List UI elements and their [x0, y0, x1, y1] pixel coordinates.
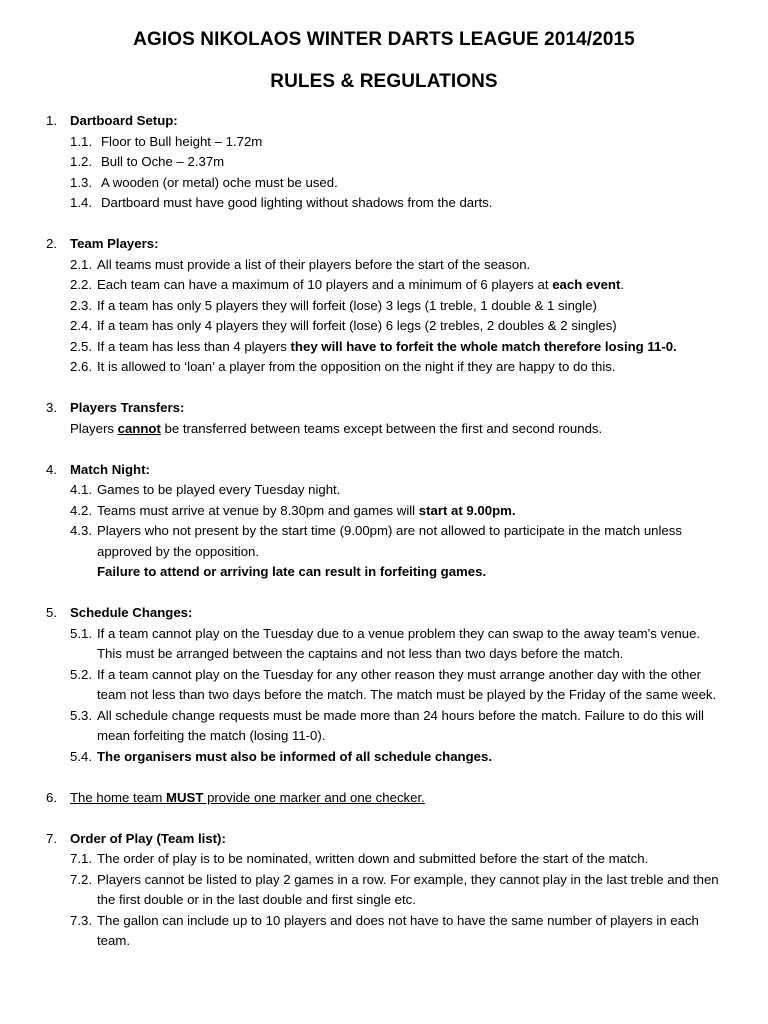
rule-item-text — [97, 296, 722, 317]
section-number: 1. — [46, 113, 57, 128]
rule-item-text — [101, 173, 726, 194]
rule-item-text — [97, 316, 722, 337]
rule-item-text — [97, 706, 722, 747]
rule-item-number: 1.3. — [70, 174, 92, 190]
section-number: 6. — [46, 789, 57, 805]
text-run: The order of play is to be nominated, written down and submitted before the start of the match. — [97, 851, 649, 866]
text-run: Each team can have a maximum of 10 players and a minimum of 6 players at — [97, 277, 553, 292]
rule-section — [0, 603, 768, 767]
rule-item-number: 1.2. — [70, 154, 92, 169]
rule-item-text — [97, 521, 722, 562]
text-run: If a team has less than 4 players — [97, 338, 291, 354]
rule-item-text — [97, 275, 722, 296]
rule-item-number: 2.4. — [70, 318, 92, 333]
text-run: Teams must arrive at venue by 8.30pm and games will — [97, 502, 419, 518]
rule-section — [0, 788, 768, 809]
rule-item — [0, 665, 768, 706]
rule-item-number: 4.3. — [70, 523, 92, 538]
rule-item-number: 2.2. — [70, 277, 92, 292]
text-run: All schedule change requests must be made more than 24 hours before the match. Failure to do this will mean forfeiting the match (losing 11-0). — [97, 707, 704, 743]
rule-item — [0, 870, 768, 911]
rule-item-number: 7.2. — [70, 871, 92, 887]
rule-item-number: 1.1. — [70, 133, 92, 149]
rule-item — [0, 521, 768, 562]
rule-item-number: 5.1. — [70, 625, 92, 641]
rule-section — [0, 111, 768, 214]
text-run: Players — [70, 420, 118, 436]
text-run: All teams must provide a list of their players before the start of the season. — [97, 256, 531, 272]
rule-item-text — [97, 255, 722, 276]
text-run: be transferred between teams except between the first and second rounds. — [160, 420, 603, 436]
rule-item — [0, 706, 768, 747]
text-run: The home team — [70, 789, 167, 805]
section-title: Dartboard Setup: — [70, 113, 178, 128]
rule-item-number: 1.4. — [70, 195, 92, 210]
rule-item-number: 7.1. — [70, 851, 92, 866]
rule-item-number: 4.1. — [70, 482, 92, 497]
section-title: Schedule Changes: — [70, 605, 193, 620]
rule-section — [0, 234, 768, 378]
rule-item — [0, 624, 768, 665]
rule-item-text — [101, 132, 726, 153]
text-run: Players who not present by the start time (9.00pm) are not allowed to participate in the match unless approved by the opposition. — [97, 523, 682, 559]
section-paragraph — [70, 419, 768, 440]
section-number: 5. — [46, 605, 57, 620]
rule-item — [0, 255, 768, 276]
section-title: Order of Play (Team list): — [70, 830, 226, 846]
rule-item-number: 2.3. — [70, 297, 92, 313]
rule-item-text — [97, 747, 722, 768]
rule-item — [0, 296, 768, 317]
text-run: If a team has only 4 players they will forfeit (lose) 6 legs (2 trebles, 2 doubles & 2 singles) — [97, 318, 617, 333]
section-title: Players Transfers: — [70, 400, 185, 415]
text-run: It is allowed to ‘loan’ a player from the opposition on the night if they are happy to do this. — [97, 359, 616, 374]
text-run: Players cannot be listed to play 2 games in a row. For example, they cannot play in the last treble and then the first double or in the last double and first single etc. — [97, 871, 719, 907]
section-number: 4. — [46, 461, 57, 477]
text-run: . — [620, 277, 625, 292]
text-run: Bull to Oche – 2.37m — [101, 154, 225, 169]
text-run: provide one marker and one checker. — [203, 789, 425, 805]
text-run: The organisers must also be informed of all schedule changes. — [97, 748, 492, 764]
text-run: If a team cannot play on the Tuesday for any other reason they must arrange another day with the other team not less than two days before the match. The match must be played by the Friday of the same week. — [97, 666, 717, 702]
document-subtitle: RULES & REGULATIONS — [270, 71, 498, 92]
rule-item — [0, 132, 768, 153]
section-number: 3. — [46, 400, 57, 415]
rule-item — [0, 911, 768, 952]
rule-item — [0, 480, 768, 501]
rule-item-text — [101, 152, 726, 173]
rule-item-number: 2.5. — [70, 338, 92, 354]
rule-item-number: 2.6. — [70, 359, 92, 374]
rule-item-text — [97, 911, 722, 952]
rule-item-text — [97, 480, 722, 501]
rule-item — [0, 152, 768, 173]
rule-item-text — [97, 849, 722, 870]
rule-item — [0, 501, 768, 522]
rule-item-text — [97, 624, 722, 665]
rule-item — [0, 357, 768, 378]
rules-list — [0, 111, 768, 972]
rule-item-text — [97, 337, 722, 358]
rule-item — [0, 275, 768, 296]
rule-item-number: 7.3. — [70, 912, 92, 928]
rule-item-text — [97, 870, 722, 911]
text-run: start at 9.00pm. — [418, 502, 516, 518]
rule-item — [0, 747, 768, 768]
text-run: Dartboard must have good lighting without shadows from the darts. — [101, 195, 493, 210]
text-run: cannot — [117, 420, 161, 436]
text-run: they will have to forfeit the whole match therefore losing 11-0. — [290, 338, 677, 354]
rule-item-text — [97, 665, 722, 706]
rule-item-number: 5.3. — [70, 707, 92, 723]
rule-item-number: 2.1. — [70, 256, 92, 272]
text-run: Floor to Bull height – 1.72m — [101, 133, 263, 149]
rule-item-text — [97, 357, 722, 378]
rule-item — [0, 849, 768, 870]
section-title — [70, 788, 768, 809]
rule-item-number: 5.2. — [70, 666, 92, 682]
text-run: A wooden (or metal) oche must be used. — [101, 174, 338, 190]
section-title: Match Night: — [70, 461, 150, 477]
rule-item-text — [97, 501, 722, 522]
text-run: Games to be played every Tuesday night. — [97, 482, 341, 497]
rule-item-number: 4.2. — [70, 502, 92, 518]
rule-item — [0, 173, 768, 194]
text-run: If a team cannot play on the Tuesday due to a venue problem they can swap to the away team’s venue. This must be arranged between the captains and not less than two days before the match. — [97, 625, 701, 661]
text-run: If a team has only 5 players they will forfeit (lose) 3 legs (1 treble, 1 double & 1 single) — [97, 297, 597, 313]
rule-item — [0, 193, 768, 214]
rule-item-number: 5.4. — [70, 748, 92, 764]
text-run: each event — [552, 277, 621, 292]
emphasis-line: Failure to attend or arriving late can result in forfeiting games. — [97, 564, 487, 579]
rule-section — [0, 460, 768, 583]
text-run: MUST — [166, 789, 204, 805]
rule-section — [0, 398, 768, 439]
section-number: 2. — [46, 236, 57, 251]
rule-item — [0, 337, 768, 358]
rule-section — [0, 829, 768, 952]
section-number: 7. — [46, 830, 57, 846]
rule-item — [0, 316, 768, 337]
rule-item-text — [101, 193, 726, 214]
section-title: Team Players: — [70, 236, 159, 251]
text-run: The gallon can include up to 10 players and does not have to have the same number of players in each team. — [97, 912, 699, 948]
document-title: AGIOS NIKOLAOS WINTER DARTS LEAGUE 2014/2015 — [133, 29, 635, 50]
